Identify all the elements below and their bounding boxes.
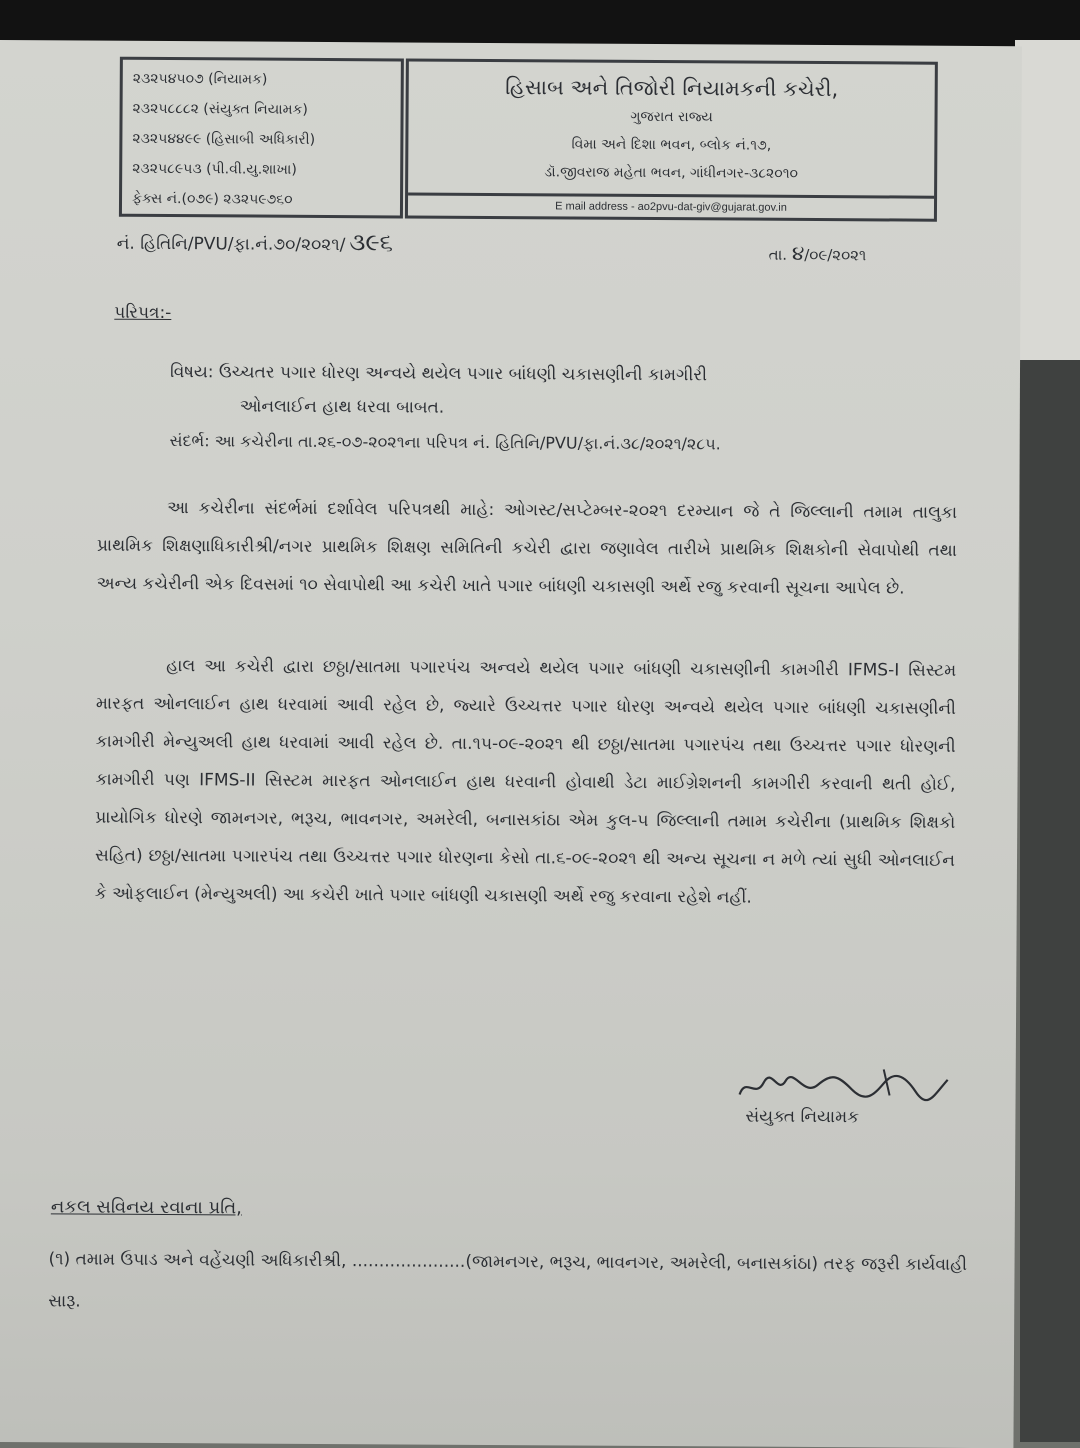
copy-to-heading: નકલ સવિનય રવાના પ્રતિ, [50,1196,242,1219]
copy-recipient-item: (૧) તમામ ઉપાડ અને વહેંચણી અધિકારીશ્રી, .....................(જામનગર, ભરૂચ, ભાવનગર, અમરેલી, બનાસકાંઠા) તરફ જરૂરી કાર્યવાહી સારૂ. [48,1249,968,1312]
fax-line: ફેક્સ નં.(૦૭૯) ૨૩૨૫૯૭૬૦ [131,190,293,208]
handwritten-day: ૪ [791,240,805,265]
phone-line: ૨૩૨૫૮૯૫૩ (પી.વી.યુ.શાખા) [132,160,297,178]
paragraph-text: આ કચેરીના સંદર્ભમાં દર્શાવેલ પરિપત્રથી માહે: ઓગસ્ટ/સપ્ટેમ્બર-૨૦૨૧ દરમ્યાન જે તે જિલ્લાની તમામ તાલુકા પ્રાથમિક શિક્ષણાધિકારીશ્રી/નગર પ્રાથમિક શિક્ષણ સમિતિની કચેરી દ્વારા જણાવેલ તારીખે પ્રાથમિક શિક્ષકોની સેવાપોથી તથા અન્ય કચેરીની એક દિવસમાં ૧૦ સેવાપોથી આ કચેરી ખાતે પગાર બાંધણી ચકાસણી અર્થે રજુ કરવાની સૂચના આપેલ છે. [96,498,958,599]
phone-numbers-box [119,57,404,219]
phone-line: ૨૩૨૫૪૪૯૯ (હિસાબી અધિકારી) [132,130,316,148]
phone-line: ૨૩૨૫૪૫૦૭ (નિયામક) [132,70,268,88]
office-name: હિસાબ અને તિજોરી નિયામકની કચેરી, [505,75,839,102]
background-table-edge [1020,360,1080,1442]
handwritten-number: ૩૯૬ [349,228,394,257]
date-prefix: તા. [768,245,788,264]
subject-block [170,355,940,428]
reference-prefix: નં. હિતિનિ/PVU/ફા.નં.૭૦/૨૦૨૧/ [116,233,346,256]
state-name: ગુજરાત રાજ્ય [630,108,713,126]
phone-line: ૨૩૨૫૮૮૮૨ (સંયુક્ત નિયામક) [132,100,308,118]
email-address: E mail address - ao2pvu-dat-giv@gujarat.gov.in [408,192,934,218]
signatory-designation: સંયુક્ત નિયામક [745,1106,860,1128]
signature-mark [734,1065,954,1106]
date-rest: /૦૯/૨૦૨૧ [804,245,867,265]
address-line-2: ડૉ.જીવરાજ મહેતા ભવન, ગાંધીનગર-૩૮૨૦૧૦ [544,164,799,182]
letter-sheet [0,40,1022,1448]
reference-line: સંદર્ભ: આ કચેરીના તા.૨૬-૦૭-૨૦૨૧ના પરિપત્ર નં. હિતિનિ/PVU/ફા.નં.૩૮/૨૦૨૧/૨૮૫. [169,431,721,454]
letter-date [769,241,867,266]
circular-heading: પરિપત્ર:- [114,302,172,324]
address-line-1: વિમા અને દિશા ભવન, બ્લોક નં.૧૭, [571,136,772,154]
body-paragraph-2 [95,647,957,918]
reference-number [117,227,393,257]
subject-line-2: ઓનલાઈન હાથ ધરવા બાબત. [239,396,445,418]
body-paragraph-1 [97,489,958,608]
office-address-box [405,58,938,221]
background-paper-edge [1015,40,1080,360]
paragraph-text: હાલ આ કચેરી દ્વારા છઠ્ઠા/સાતમા પગારપંચ અન્વયે થયેલ પગાર બાંધણી ચકાસણીની કામગીરી IFMS-I સિસ્ટમ મારફત ઓનલાઈન હાથ ધરવામાં આવી રહેલ છે, જ્યારે ઉચ્ચત્તર પગાર ધોરણ અન્વયે થયેલ પગાર બાંધણી ચકાસણીની કામગીરી મેન્યુઅલી હાથ ધરવામાં આવી રહેલ છે. તા.૧૫-૦૯-૨૦૨૧ થી છઠ્ઠા/સાતમા પગારપંચ તથા ઉચ્ચત્તર પગાર ધોરણની કામગીરી પણ IFMS-II સિસ્ટમ મારફત ઓનલાઈન હાથ ધરવાની હોવાથી ડેટા માઈગ્રેશનની કામગીરી કરવાની થતી હોઈ, પ્રાયોગિક ધોરણે જામનગર, ભરૂચ, ભાવનગર, અમરેલી, બનાસકાંઠા એમ કુલ-૫ જિલ્લાની તમામ કચેરીના (પ્રાથમિક શિક્ષકો સહિત) છઠ્ઠા/સાતમા પગારપંચ તથા ઉચ્ચત્તર પગાર ધોરણના કેસો તા.૬-૦૯-૨૦૨૧ થી અન્ય સૂચના ન મળે ત્યાં સુધી ઓનલાઈન કે ઓફલાઈન (મેન્યુઅલી) આ કચેરી ખાતે પગાર બાંધણી ચકાસણી અર્થે રજુ કરવાના રહેશે નહીં. [94,656,957,908]
subject-line-1: વિષય: ઉચ્ચતર પગાર ધોરણ અન્વયે થયેલ પગાર બાંધણી ચકાસણીની કામગીરી [169,362,708,386]
